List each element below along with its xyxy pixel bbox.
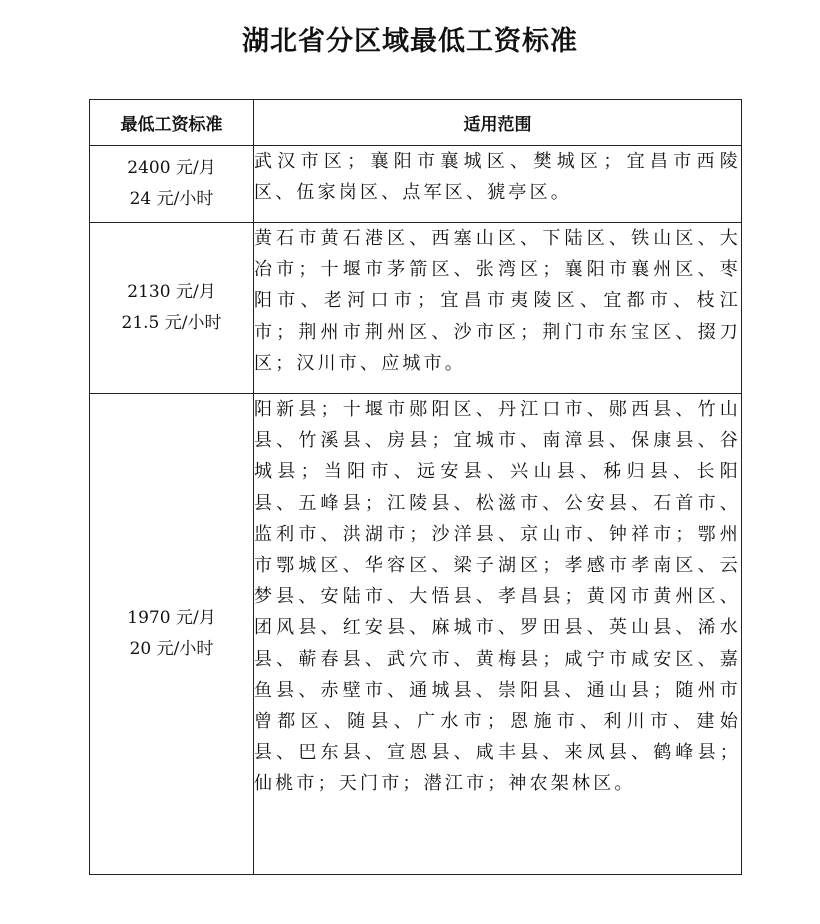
hourly-wage: 21.5 元/小时	[121, 313, 222, 333]
table-row	[90, 394, 742, 875]
hourly-wage: 20 元/小时	[129, 639, 214, 659]
monthly-wage: 2130 元/月	[127, 282, 216, 302]
wage-standard-cell	[90, 394, 254, 875]
table-header-row	[90, 100, 742, 146]
hourly-wage: 24 元/小时	[129, 189, 214, 209]
applicable-scope-cell: 黄石市黄石港区、西塞山区、下陆区、铁山区、大冶市；十堰市茅箭区、张湾区；襄阳市襄州区、枣阳市、老河口市；宜昌市夷陵区、宜都市、枝江市；荆州市荆州区、沙市区；荆门市东宝区、掇刀区；汉川市、应城市。	[254, 223, 742, 394]
table-row	[90, 223, 742, 394]
applicable-scope-cell: 阳新县；十堰市郧阳区、丹江口市、郧西县、竹山县、竹溪县、房县；宜城市、南漳县、保康县、谷城县；当阳市、远安县、兴山县、秭归县、长阳县、五峰县；江陵县、松滋市、公安县、石首市、监利市、洪湖市；沙洋县、京山市、钟祥市；鄂州市鄂城区、华容区、梁子湖区；孝感市孝南区、云梦县、安陆市、大悟县、孝昌县；黄冈市黄州区、团风县、红安县、麻城市、罗田县、英山县、浠水县、蕲春县、武穴市、黄梅县；咸宁市咸安区、嘉鱼县、赤壁市、通城县、崇阳县、通山县；随州市曾都区、随县、广水市；恩施市、利川市、建始县、巴东县、宣恩县、咸丰县、来凤县、鹤峰县；仙桃市；天门市；潜江市；神农架林区。	[254, 394, 742, 875]
wage-standard-cell	[90, 223, 254, 394]
page-title: 湖北省分区域最低工资标准	[242, 26, 578, 57]
header-applicable-scope: 适用范围	[254, 100, 742, 146]
monthly-wage: 2400 元/月	[127, 158, 216, 178]
wage-standard-cell	[90, 146, 254, 223]
applicable-scope-cell: 武汉市区；襄阳市襄城区、樊城区；宜昌市西陵区、伍家岗区、点军区、猇亭区。	[254, 146, 742, 223]
monthly-wage: 1970 元/月	[127, 608, 216, 628]
minimum-wage-table	[89, 99, 742, 875]
header-wage-standard: 最低工资标准	[90, 100, 254, 146]
table-row	[90, 146, 742, 223]
